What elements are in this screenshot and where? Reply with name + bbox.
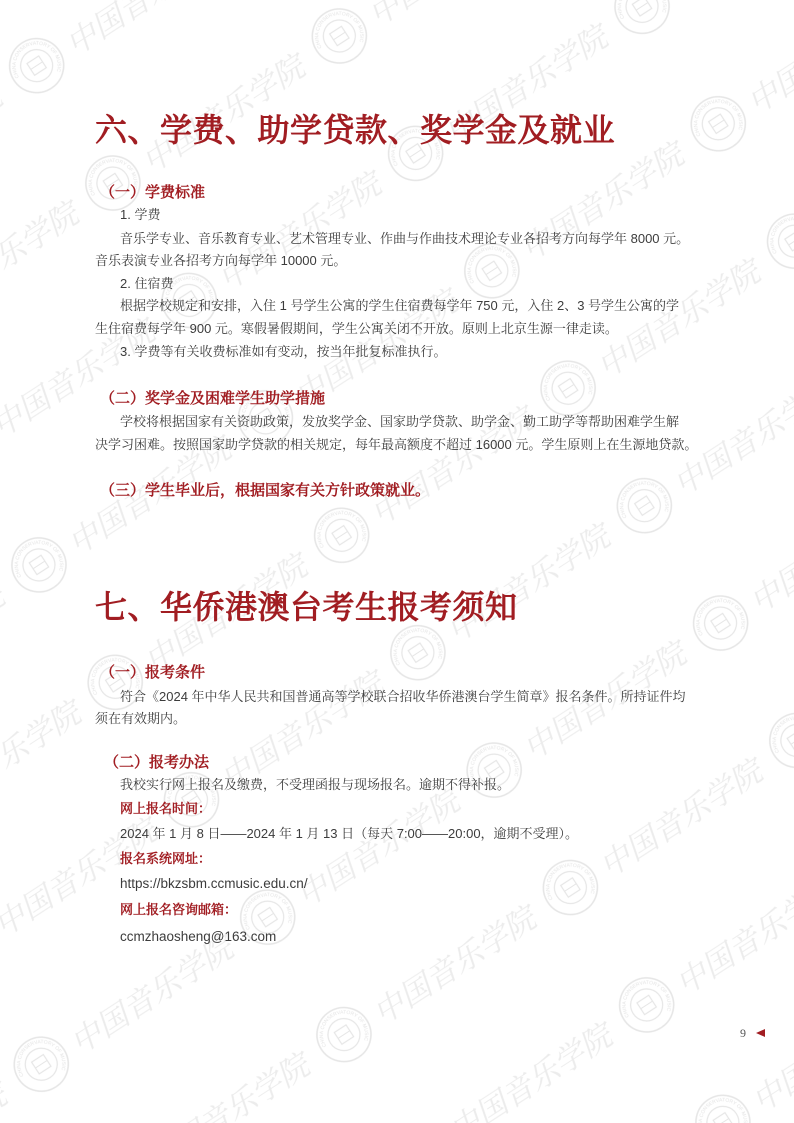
method-heading: （二）报考办法 <box>104 754 210 771</box>
accommodation-label: 2. 住宿费 <box>120 276 174 291</box>
left-triangle-icon <box>756 1029 765 1037</box>
section-7-title: 七、华侨港澳台考生报考须知 <box>95 589 518 625</box>
employment-heading: （三）学生毕业后，根据国家有关方针政策就业。 <box>100 482 431 499</box>
method-intro: 我校实行网上报名及缴费，不受理函报与现场报名。逾期不得补报。 <box>120 777 511 792</box>
fee-change-note: 3. 学费等有关收费标准如有变动，按当年批复标准执行。 <box>120 344 447 359</box>
registration-url-link[interactable]: https://bkzsbm.ccmusic.edu.cn/ <box>120 876 308 891</box>
scholarship-line-2: 决学习困难。按照国家助学贷款的相关规定，每年最高额度不超过 16000 元。学生原则上在生源地贷款。 <box>95 437 698 452</box>
section-6-title: 六、学费、助学贷款、奖学金及就业 <box>95 112 616 148</box>
page-number: 9 <box>740 1026 746 1040</box>
consult-email-label: 网上报名咨询邮箱： <box>120 902 238 917</box>
tuition-label: 1. 学费 <box>120 207 161 222</box>
accommodation-line-1: 根据学校规定和安排，入住 1 号学生公寓的学生住宿费每学年 750 元，入住 2、3 号学生公寓的学 <box>120 298 680 313</box>
scholarship-line-1: 学校将根据国家有关资助政策，发放奖学金、国家助学贷款、助学金、勤工助学等帮助困难学生解 <box>120 414 680 429</box>
accommodation-line-2: 生住宿费每学年 900 元。寒假暑假期间，学生公寓关闭不开放。原则上北京生源一律走读。 <box>95 321 618 336</box>
consult-email-link[interactable]: ccmzhaosheng@163.com <box>120 929 277 944</box>
registration-time-label: 网上报名时间： <box>120 801 212 816</box>
tuition-line-1: 音乐学专业、音乐教育专业、艺术管理专业、作曲与作曲技术理论专业各招考方向每学年 8000 元。 <box>120 231 690 246</box>
conditions-line-1: 符合《2024 年中华人民共和国普通高等学校联合招收华侨港澳台学生简章》报名条件。所持证件均 <box>120 689 686 704</box>
registration-url-label: 报名系统网址： <box>120 851 212 866</box>
scholarship-heading: （二）奖学金及困难学生助学措施 <box>100 390 326 407</box>
conditions-line-2: 须在有效期内。 <box>95 711 187 726</box>
registration-time-value: 2024 年 1 月 8 日——2024 年 1 月 13 日（每天 7:00——20:00，逾期不受理）。 <box>120 826 579 841</box>
conditions-heading: （一）报考条件 <box>100 664 206 681</box>
tuition-standard-heading: （一）学费标准 <box>100 184 206 201</box>
tuition-line-2: 音乐表演专业各招考方向每学年 10000 元。 <box>95 253 347 268</box>
